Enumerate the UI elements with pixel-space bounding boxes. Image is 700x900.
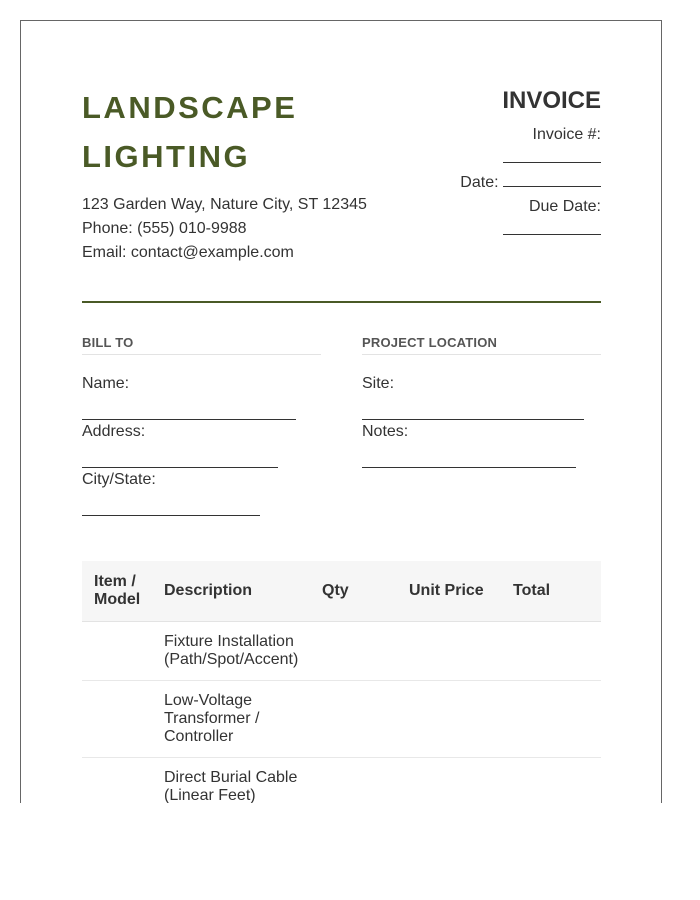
invoice-due-date-blank[interactable] xyxy=(503,220,601,235)
invoice-number-field xyxy=(381,123,601,171)
invoice-meta xyxy=(381,83,601,243)
company-name xyxy=(82,83,382,181)
project-notes-field xyxy=(362,420,601,468)
bill-to-city-state-field xyxy=(82,468,321,516)
bill-to-section xyxy=(82,335,321,516)
line-items-table xyxy=(82,561,601,803)
bill-to-address-label: Address: xyxy=(82,423,146,440)
cell-unit-price[interactable] xyxy=(397,622,501,681)
company-phone: Phone: (555) 010-9988 xyxy=(82,220,247,237)
bill-to-name-field xyxy=(82,372,321,420)
header-divider xyxy=(82,301,601,303)
cell-item[interactable] xyxy=(82,622,152,681)
project-notes-label: Notes: xyxy=(362,423,409,440)
column-header-qty: Qty xyxy=(310,561,397,622)
invoice-due-date-field xyxy=(381,195,601,243)
cell-total[interactable] xyxy=(501,681,601,758)
column-header-item: Item / Model xyxy=(82,561,152,622)
cell-total[interactable] xyxy=(501,758,601,804)
cell-description: Low-Voltage Transformer / Controller xyxy=(152,681,310,758)
project-site-field xyxy=(362,372,601,420)
invoice-date-label: Date: xyxy=(460,174,499,191)
company-address: 123 Garden Way, Nature City, ST 12345 xyxy=(82,196,367,213)
cell-total[interactable] xyxy=(501,622,601,681)
bill-to-city-state-blank[interactable] xyxy=(82,515,260,516)
cell-description: Direct Burial Cable (Linear Feet) xyxy=(152,758,310,804)
invoice-number-label: Invoice #: xyxy=(532,126,601,143)
invoice-number-blank[interactable] xyxy=(503,148,601,163)
invoice-due-date-label: Due Date: xyxy=(528,198,601,215)
bill-to-heading: BILL TO xyxy=(82,335,321,355)
column-header-unit-price: Unit Price xyxy=(397,561,501,622)
invoice-title: INVOICE xyxy=(502,87,601,114)
cell-unit-price[interactable] xyxy=(397,681,501,758)
bill-to-name-label: Name: xyxy=(82,375,130,392)
cell-unit-price[interactable] xyxy=(397,758,501,804)
cell-description: Fixture Installation (Path/Spot/Accent) xyxy=(152,622,310,681)
invoice-date-blank[interactable] xyxy=(503,172,601,187)
table-row xyxy=(82,622,601,681)
project-site-label: Site: xyxy=(362,375,395,392)
table-row xyxy=(82,681,601,758)
cell-qty[interactable] xyxy=(310,681,397,758)
cell-item[interactable] xyxy=(82,681,152,758)
project-location-heading: PROJECT LOCATION xyxy=(362,335,601,355)
line-items-table-wrap xyxy=(82,561,601,803)
company-name-line1: LANDSCAPE xyxy=(82,90,298,125)
invoice-date-field xyxy=(381,171,601,195)
column-header-description: Description xyxy=(152,561,310,622)
column-header-total: Total xyxy=(501,561,601,622)
company-name-line2: LIGHTING xyxy=(82,139,251,174)
company-email: Email: contact@example.com xyxy=(82,244,294,261)
table-header-row xyxy=(82,561,601,622)
table-row xyxy=(82,758,601,804)
invoice-page xyxy=(20,20,662,803)
cell-qty[interactable] xyxy=(310,758,397,804)
project-location-section xyxy=(362,335,601,468)
company-contact xyxy=(82,193,367,265)
bill-to-address-field xyxy=(82,420,321,468)
bill-to-city-state-label: City/State: xyxy=(82,471,156,488)
project-notes-blank[interactable] xyxy=(362,467,576,468)
cell-item[interactable] xyxy=(82,758,152,804)
cell-qty[interactable] xyxy=(310,622,397,681)
